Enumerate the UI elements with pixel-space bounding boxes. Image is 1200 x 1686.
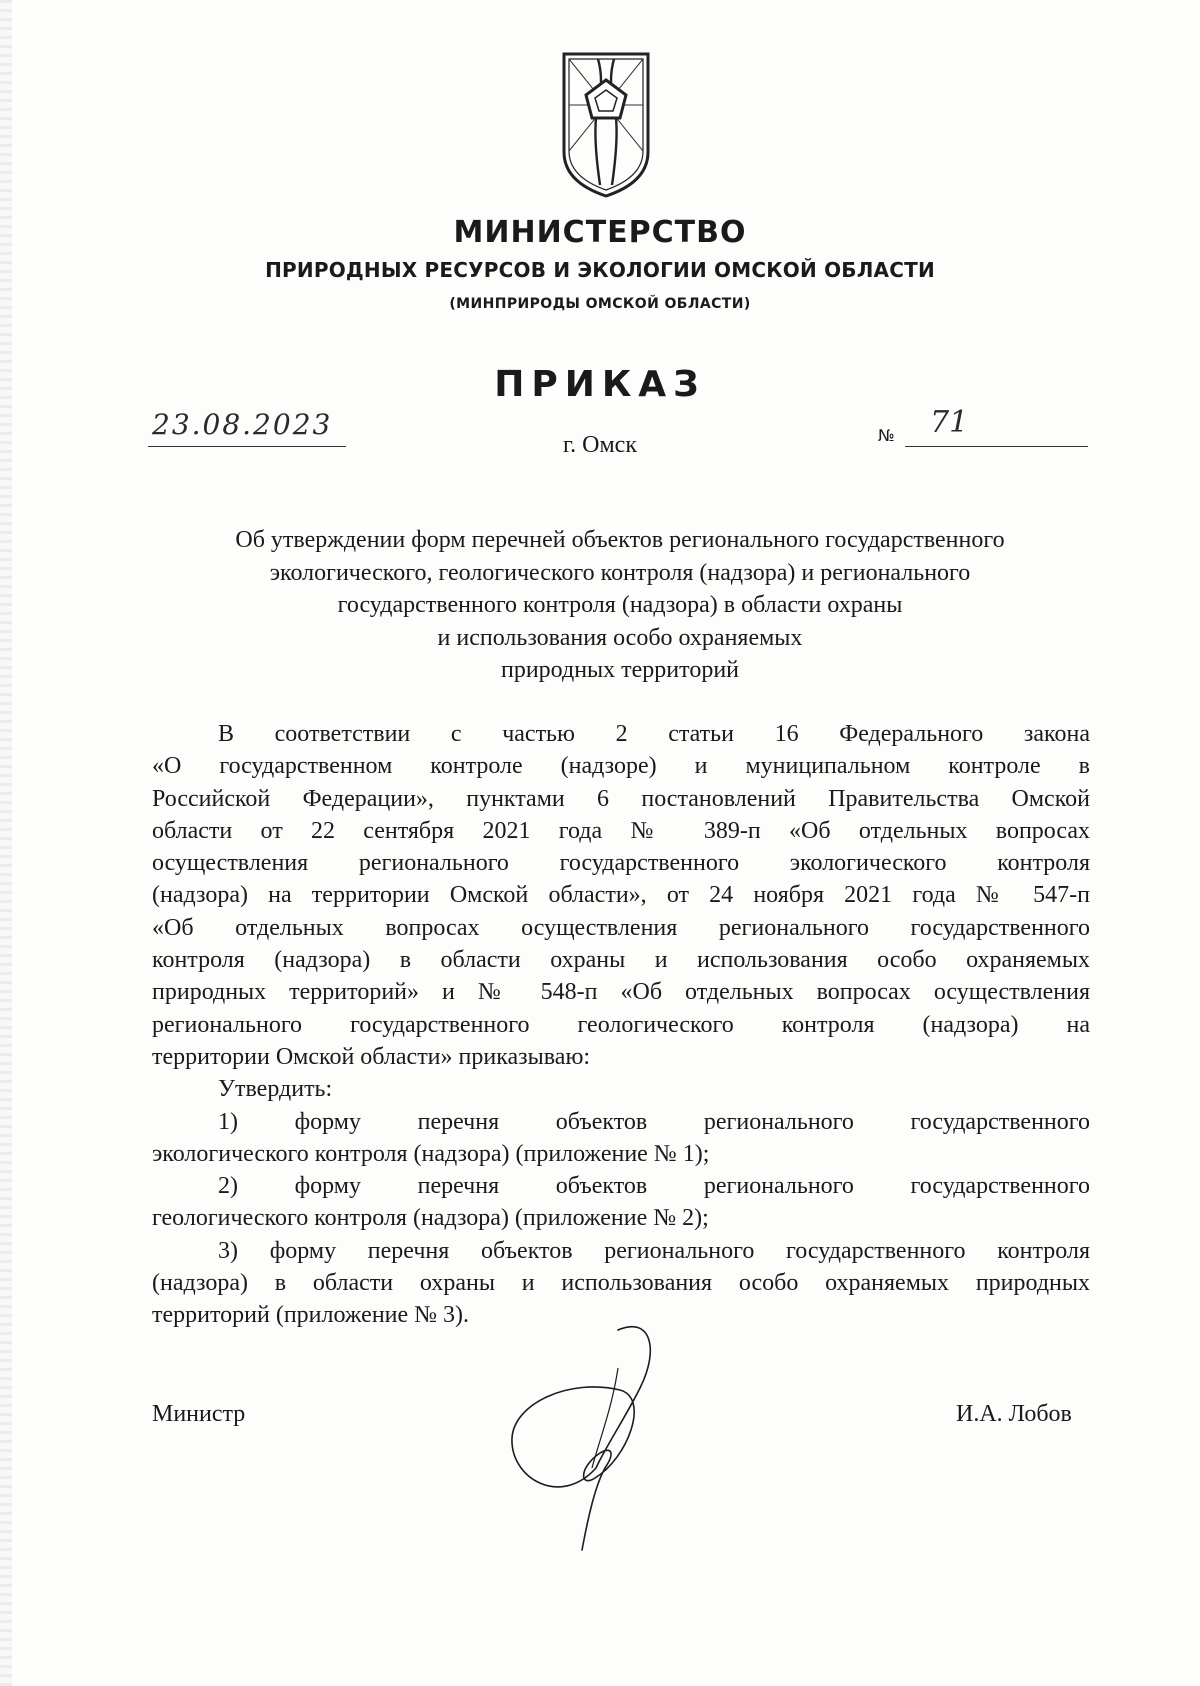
order-subject <box>150 524 1090 687</box>
item-line: территорий (приложение № 3). <box>152 1302 470 1329</box>
order-city: г. Омск <box>563 432 637 458</box>
body-line: Российской Федерации», пунктами 6 постановлений Правительства Омской <box>152 785 1090 812</box>
item-line: 3) форму перечня объектов регионального государственного контроля <box>218 1237 1090 1264</box>
ministry-full-name: ПРИРОДНЫХ РЕСУРСОВ И ЭКОЛОГИИ ОМСКОЙ ОБЛАСТИ <box>265 258 935 282</box>
body-line: В соответствии с частью 2 статьи 16 Федерального закона <box>218 721 1090 747</box>
approve-paragraph <box>152 1073 1090 1105</box>
item-line: геологического контроля (надзора) (приложение № 2); <box>152 1205 709 1232</box>
body-line: осуществления регионального государственного экологического контроля <box>152 850 1090 877</box>
order-number: 71 <box>930 405 969 440</box>
order-number-label: № <box>878 426 895 445</box>
ministry-short-name: (МИНПРИРОДЫ ОМСКОЙ ОБЛАСТИ) <box>449 296 751 312</box>
subject-line: и использования особо охраняемых <box>437 624 803 651</box>
body-line: «Об отдельных вопросах осуществления регионального государственного <box>152 914 1090 941</box>
document-title: ПРИКАЗ <box>494 364 706 405</box>
signer-name: И.А. Лобов <box>956 1401 1072 1427</box>
body-line: территории Омской области» приказываю: <box>152 1043 591 1070</box>
approve-line: Утвердить: <box>218 1076 333 1103</box>
item-line: (надзора) в области охраны и использования особо охраняемых природных <box>152 1270 1090 1297</box>
ministry-name: МИНИСТЕРСТВО <box>453 215 747 250</box>
subject-line: природных территорий <box>500 657 740 683</box>
subject-line: государственного контроля (надзора) в области охраны <box>337 592 903 618</box>
body-line: «О государственном контроле (надзоре) и муниципальном контроле в <box>152 753 1090 780</box>
order-body <box>152 718 1090 1332</box>
body-line: области от 22 сентября 2021 года № 389-п «Об отдельных вопросах <box>152 817 1090 844</box>
body-line: регионального государственного геологического контроля (надзора) на <box>152 1011 1090 1038</box>
omsk-coat-of-arms-icon <box>560 50 652 200</box>
signer-title: Министр <box>152 1401 246 1427</box>
scan-edge <box>0 0 12 1686</box>
number-underline <box>905 446 1088 447</box>
list-item <box>152 1170 1090 1235</box>
handwritten-signature-icon <box>500 1318 710 1553</box>
body-line: контроля (надзора) в области охраны и использования особо охраняемых <box>152 947 1090 974</box>
item-line: 2) форму перечня объектов регионального государственного <box>218 1173 1090 1200</box>
item-line: 1) форму перечня объектов регионального государственного <box>218 1108 1090 1135</box>
subject-line: Об утверждении форм перечней объектов регионального государственного <box>235 527 1005 553</box>
preamble-paragraph <box>152 718 1090 1073</box>
body-line: природных территорий» и № 548-п «Об отдельных вопросах осуществления <box>152 979 1090 1006</box>
list-item <box>152 1106 1090 1171</box>
body-line: (надзора) на территории Омской области», от 24 ноября 2021 года № 547-п <box>152 882 1090 909</box>
subject-line: экологического, геологического контроля (надзора) и регионального <box>269 559 971 586</box>
item-line: экологического контроля (надзора) (приложение № 1); <box>152 1140 710 1167</box>
order-date: 23.08.2023 <box>152 408 333 441</box>
